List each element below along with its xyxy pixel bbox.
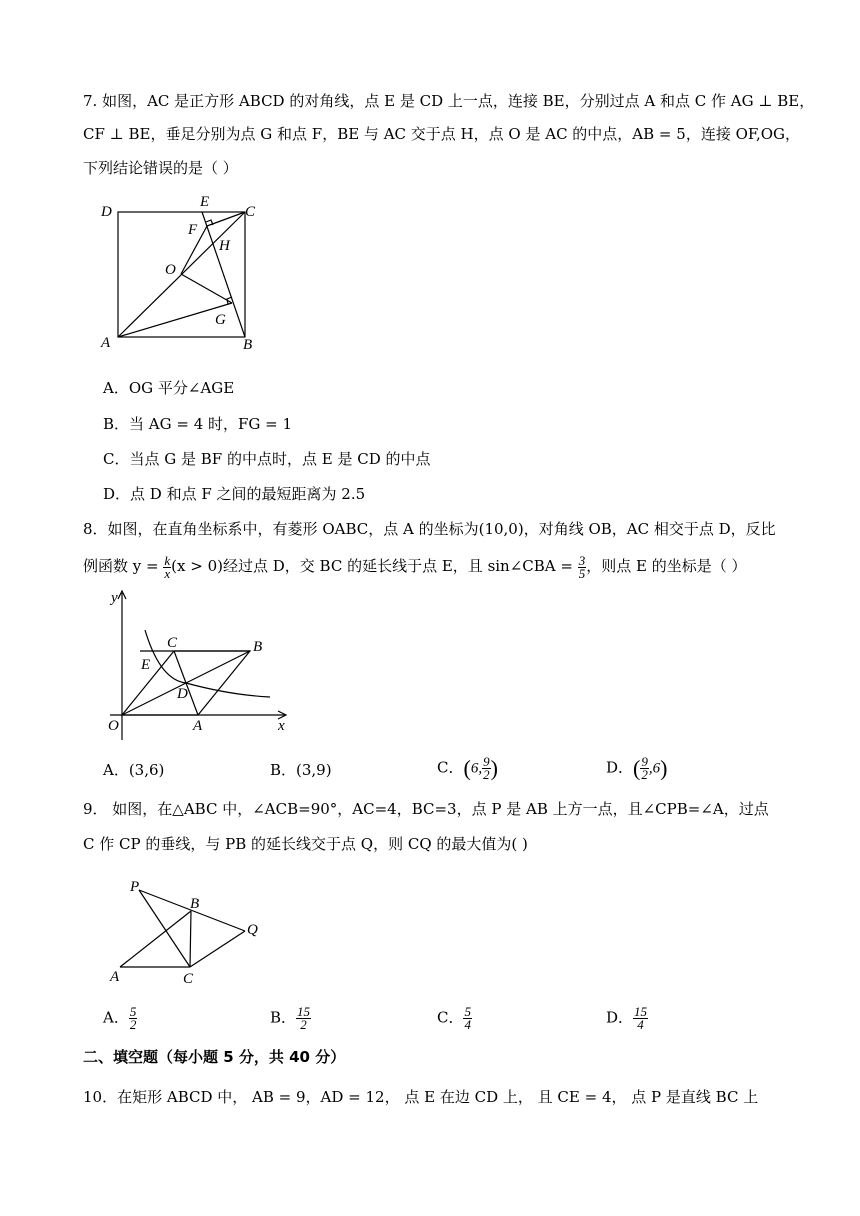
q9-line1: 9． 如图，在△ABC 中，∠ACB=90°，AC=4，BC=3，点 P 是 AB 上方一点，且∠CPB=∠A，过点: [83, 800, 769, 818]
label-o: O: [165, 262, 176, 278]
q7-number: 7.: [83, 92, 103, 110]
q9-option-c: C． $\frac{5}{4}$: [437, 1004, 471, 1032]
label-b: B: [253, 639, 263, 655]
label-e: E: [141, 657, 151, 673]
q9-option-b: B． $\frac{15}{2}$: [270, 1004, 311, 1032]
q7-text-1: 如图，AC 是正方形 ABCD 的对角线，点 E 是 CD 上一点，连接 BE，分别过点 A 和点 C 作 AG ⊥ BE，: [102, 92, 815, 110]
q9-line2: C 作 CP 的垂线，与 PB 的延长线交于点 Q，则 CQ 的最大值为( ): [83, 835, 528, 853]
q7-line3: 下列结论错误的是（ ）: [83, 159, 238, 177]
label-a: A: [110, 969, 120, 985]
q8-line1: 8．如图，在直角坐标系中，有菱形 OABC，点 A 的坐标为(10,0)，对角线 OB，AC 相交于点 D，反比: [83, 520, 776, 538]
q7-option-b: B．当 AG = 4 时，FG = 1: [103, 415, 293, 433]
q8-option-c: C．(6, $\frac{9}{2}$ ): [437, 754, 498, 782]
q10-line1: 10．在矩形 ABCD 中， AB = 9，AD = 12， 点 E 在边 CD 上， 且 CE = 4， 点 P 是直线 BC 上: [83, 1088, 759, 1106]
q7-figure: [95, 190, 270, 355]
segment-ab: [120, 911, 191, 967]
label-g: G: [215, 312, 226, 328]
q8-text-c: ，则点 E 的坐标是（ ）: [586, 557, 747, 575]
segment-cq: [190, 931, 245, 967]
label-c: C: [167, 635, 178, 651]
label-f: F: [188, 222, 198, 238]
label-q: Q: [247, 922, 258, 938]
segment-pc: [139, 890, 190, 967]
q8-option-a: A．(3,6): [103, 761, 165, 779]
label-a: A: [101, 335, 111, 351]
q9-option-a: A． $\frac{5}{2}$: [103, 1004, 137, 1032]
q9-option-d: D． $\frac{15}{4}$: [606, 1004, 648, 1032]
q7-line1: [83, 91, 814, 111]
q8-option-b: B．(3,9): [270, 761, 332, 779]
q8-text-b: (x > 0)经过点 D，交 BC 的延长线于点 E，且 sin∠CBA =: [171, 557, 573, 575]
segment-bc: [190, 911, 191, 967]
q7-option-c: C．当点 G 是 BF 的中点时，点 E 是 CD 的中点: [103, 450, 431, 468]
label-e: E: [200, 194, 210, 210]
q8-text-a: 例函数 y =: [83, 557, 159, 575]
label-x: x: [278, 718, 285, 734]
fraction-k-over-x: $\frac{k}{x}$: [164, 552, 171, 581]
label-b: B: [243, 337, 253, 353]
q8-option-d: D．( $\frac{9}{2}$ ,6): [606, 754, 668, 782]
q8-line2: [83, 551, 747, 581]
q8-figure: [100, 585, 300, 745]
section-heading: 二、填空题（每小题 5 分，共 40 分）: [83, 1048, 346, 1066]
q7-option-d: D．点 D 和点 F 之间的最短距离为 2.5: [103, 485, 366, 503]
label-d: D: [101, 204, 112, 220]
label-y: y: [111, 590, 118, 606]
q7-option-a: A．OG 平分∠AGE: [103, 379, 235, 397]
label-b: B: [190, 896, 200, 912]
label-p: P: [130, 879, 140, 895]
label-c: C: [245, 204, 256, 220]
q9-figure: [105, 878, 275, 988]
label-c: C: [183, 971, 194, 987]
fraction-3-5: $\frac{3}{5}$: [578, 552, 586, 581]
label-a: A: [193, 718, 203, 734]
label-d: D: [177, 686, 188, 702]
label-h: H: [219, 238, 230, 254]
q7-line2: CF ⊥ BE，垂足分别为点 G 和点 F，BE 与 AC 交于点 H，点 O 是 AC 的中点，AB = 5，连接 OF,OG，: [83, 125, 800, 143]
label-o: O: [108, 718, 119, 734]
